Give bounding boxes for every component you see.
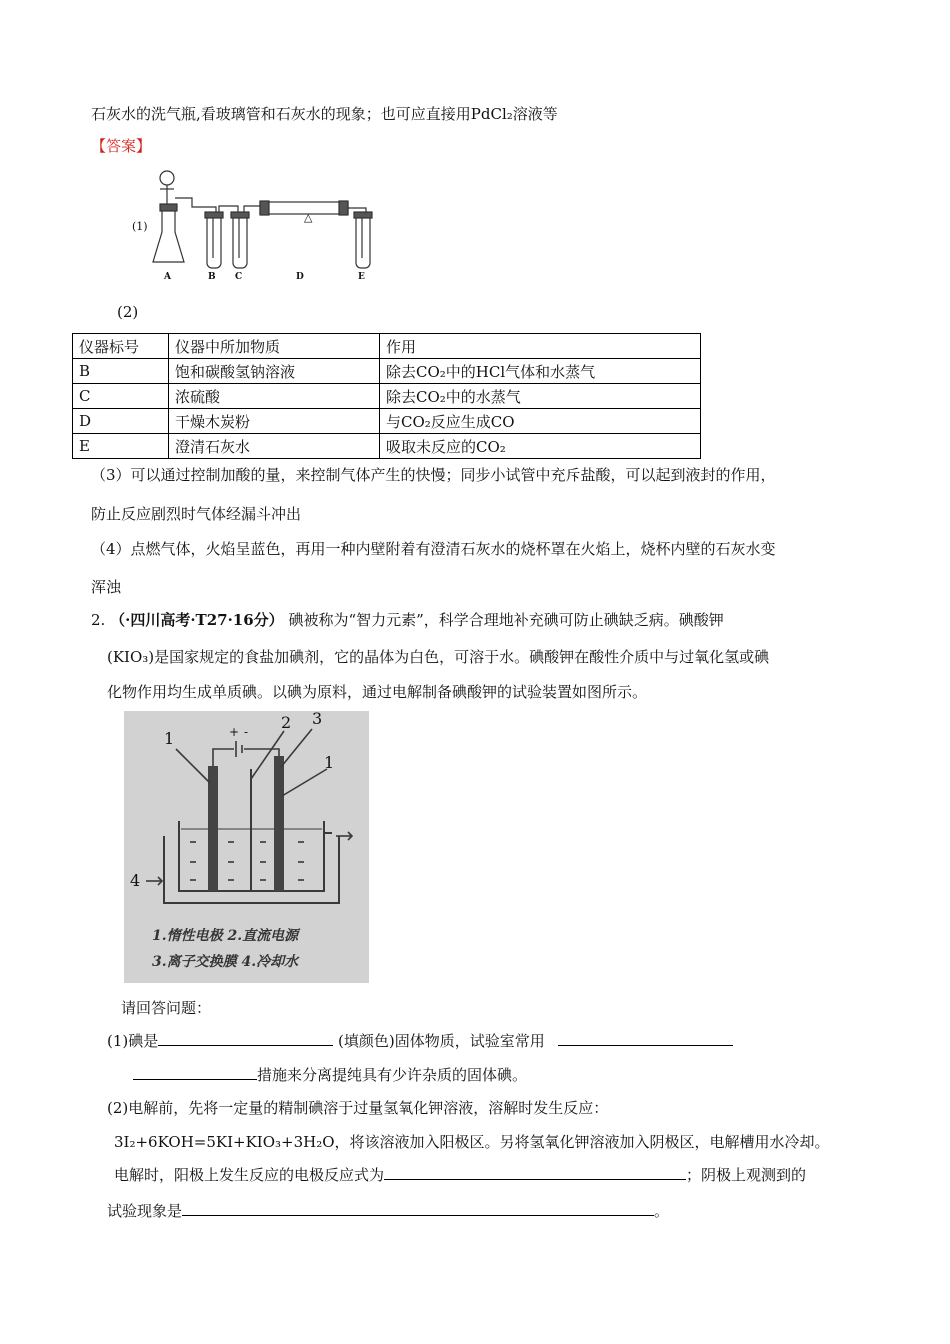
qa2-line4 xyxy=(107,1200,669,1221)
heat-symbol: △ xyxy=(304,211,313,224)
qa1-line2-text: 措施来分离提纯具有少许杂质的固体碘。 xyxy=(257,1066,528,1084)
table-cell: 浓硫酸 xyxy=(169,384,380,409)
table-cell: 除去CO₂中的水蒸气 xyxy=(380,384,701,409)
plus-sign: + xyxy=(229,725,240,739)
table-cell: 澄清石灰水 xyxy=(169,434,380,459)
sub-item-3-line2: 防止反应剧烈时气体经漏斗冲出 xyxy=(91,505,302,523)
continued-text: 石灰水的洗气瓶,看玻璃管和石灰水的现象；也可应直接用PdCl₂溶液等 xyxy=(91,105,558,123)
table-cell: B xyxy=(73,359,169,384)
qa1-pre: (1)碘是 xyxy=(107,1032,159,1050)
conical-flask-a xyxy=(153,210,184,262)
table-row xyxy=(73,409,701,434)
electrolysis-figure xyxy=(124,711,369,983)
separatory-funnel xyxy=(160,171,174,185)
qa2-line3 xyxy=(114,1164,806,1185)
inert-electrode-left xyxy=(208,766,218,891)
question-text: 碘被称为“智力元素”，科学合理地补充碘可防止碘缺乏病。碘酸钾 xyxy=(288,611,724,629)
qa2-line2: 3I₂+6KOH=5KI+KIO₃+3H₂O，将该溶液加入阳极区。另将氢氧化钾溶液加入阴极区，电解槽用水冷却。 xyxy=(114,1133,830,1151)
test-tube-b xyxy=(207,214,221,268)
table-row xyxy=(73,359,701,384)
answer-blank-cathode-phenomenon[interactable] xyxy=(182,1200,654,1216)
sub-item-4-line1: （4）点燃气体，火焰呈蓝色，再用一种内壁附着有澄清石灰水的烧杯罩在火焰上，烧杯内壁的石灰水变 xyxy=(91,540,776,558)
fig2-label-2: 2 xyxy=(281,713,292,732)
apparatus-table xyxy=(72,333,701,459)
table-header: 仪器中所加物质 xyxy=(169,334,380,359)
table-row xyxy=(73,384,701,409)
table-cell: 吸取未反应的CO₂ xyxy=(380,434,701,459)
label-e: E xyxy=(358,272,365,282)
fig2-label-4: 4 xyxy=(130,871,141,890)
table-cell: 与CO₂反应生成CO xyxy=(380,409,701,434)
apparatus-diagram-1 xyxy=(120,162,380,287)
qa2-line3-pre: 电解时，阳极上发生反应的电极反应式为 xyxy=(114,1166,385,1184)
table-cell: D xyxy=(73,409,169,434)
qa1-line1 xyxy=(107,1030,733,1051)
sub-item-2-label: (2) xyxy=(117,303,139,321)
wire-right xyxy=(244,749,279,756)
sub-item-4-line2: 浑浊 xyxy=(91,578,122,596)
fig2-label-1-left: 1 xyxy=(164,729,175,748)
qa1-mid: (填颜色)固体物质，试验室常用 xyxy=(338,1032,545,1050)
table-cell: 干燥木炭粉 xyxy=(169,409,380,434)
table-cell: C xyxy=(73,384,169,409)
answer-blank-method[interactable] xyxy=(558,1030,733,1046)
label-b: B xyxy=(208,272,216,282)
table-cell: 除去CO₂中的HCl气体和水蒸气 xyxy=(380,359,701,384)
qa2-line1: (2)电解前，先将一定量的精制碘溶于过量氢氧化钾溶液，溶解时发生反应： xyxy=(107,1099,609,1117)
answer-label: 【答案】 xyxy=(91,137,152,155)
answer-blank-color[interactable] xyxy=(158,1030,333,1046)
answer-blank-method-cont[interactable] xyxy=(133,1064,257,1080)
fig2-legend-line2: 3.离子交换膜 4.冷却水 xyxy=(152,954,299,970)
fig2-label-1-right: 1 xyxy=(324,753,335,772)
question-source: （·四川高考·T27·16分） xyxy=(110,611,284,629)
table-cell: E xyxy=(73,434,169,459)
fig1-item-label: (1) xyxy=(132,220,148,233)
inert-electrode-right xyxy=(274,756,284,891)
table-row xyxy=(73,434,701,459)
qa2-line4-post: 。 xyxy=(654,1202,670,1220)
question-2-line3: 化物作用均生成单质碘。以碘为原料，通过电解制备碘酸钾的试验装置如图所示。 xyxy=(107,683,648,701)
question-number: 2. xyxy=(91,611,106,629)
label-d: D xyxy=(296,272,304,282)
test-tube-e xyxy=(356,214,370,268)
answer-blank-anode-equation[interactable] xyxy=(384,1164,686,1180)
fig2-legend-line1: 1.惰性电极 2.直流电源 xyxy=(152,928,299,944)
qa2-line3-post: ；阴极上观测到的 xyxy=(686,1166,807,1184)
wire-left xyxy=(213,749,234,766)
minus-sign: - xyxy=(244,725,249,739)
table-cell: 饱和碳酸氢钠溶液 xyxy=(169,359,380,384)
prompt: 请回答问题： xyxy=(121,999,212,1017)
label-a: A xyxy=(164,272,171,282)
qa2-line4-pre: 试验现象是 xyxy=(107,1202,183,1220)
question-2-line2: (KIO₃)是国家规定的食盐加碘剂，它的晶体为白色，可溶于水。碘酸钾在酸性介质中与过氧化氢或碘 xyxy=(107,648,770,666)
fig2-label-3: 3 xyxy=(312,709,323,728)
table-header: 仪器标号 xyxy=(73,334,169,359)
qa1-line2 xyxy=(133,1064,527,1085)
apparatus-figure-1 xyxy=(120,162,380,287)
table-header: 作用 xyxy=(380,334,701,359)
test-tube-c xyxy=(233,214,247,268)
label-c: C xyxy=(235,272,243,282)
sub-item-3-line1: （3）可以通过控制加酸的量，来控制气体产生的快慢；同步小试管中充斥盐酸，可以起到液封的作用， xyxy=(91,466,776,484)
table-header-row xyxy=(73,334,701,359)
question-2-line1 xyxy=(91,609,724,630)
